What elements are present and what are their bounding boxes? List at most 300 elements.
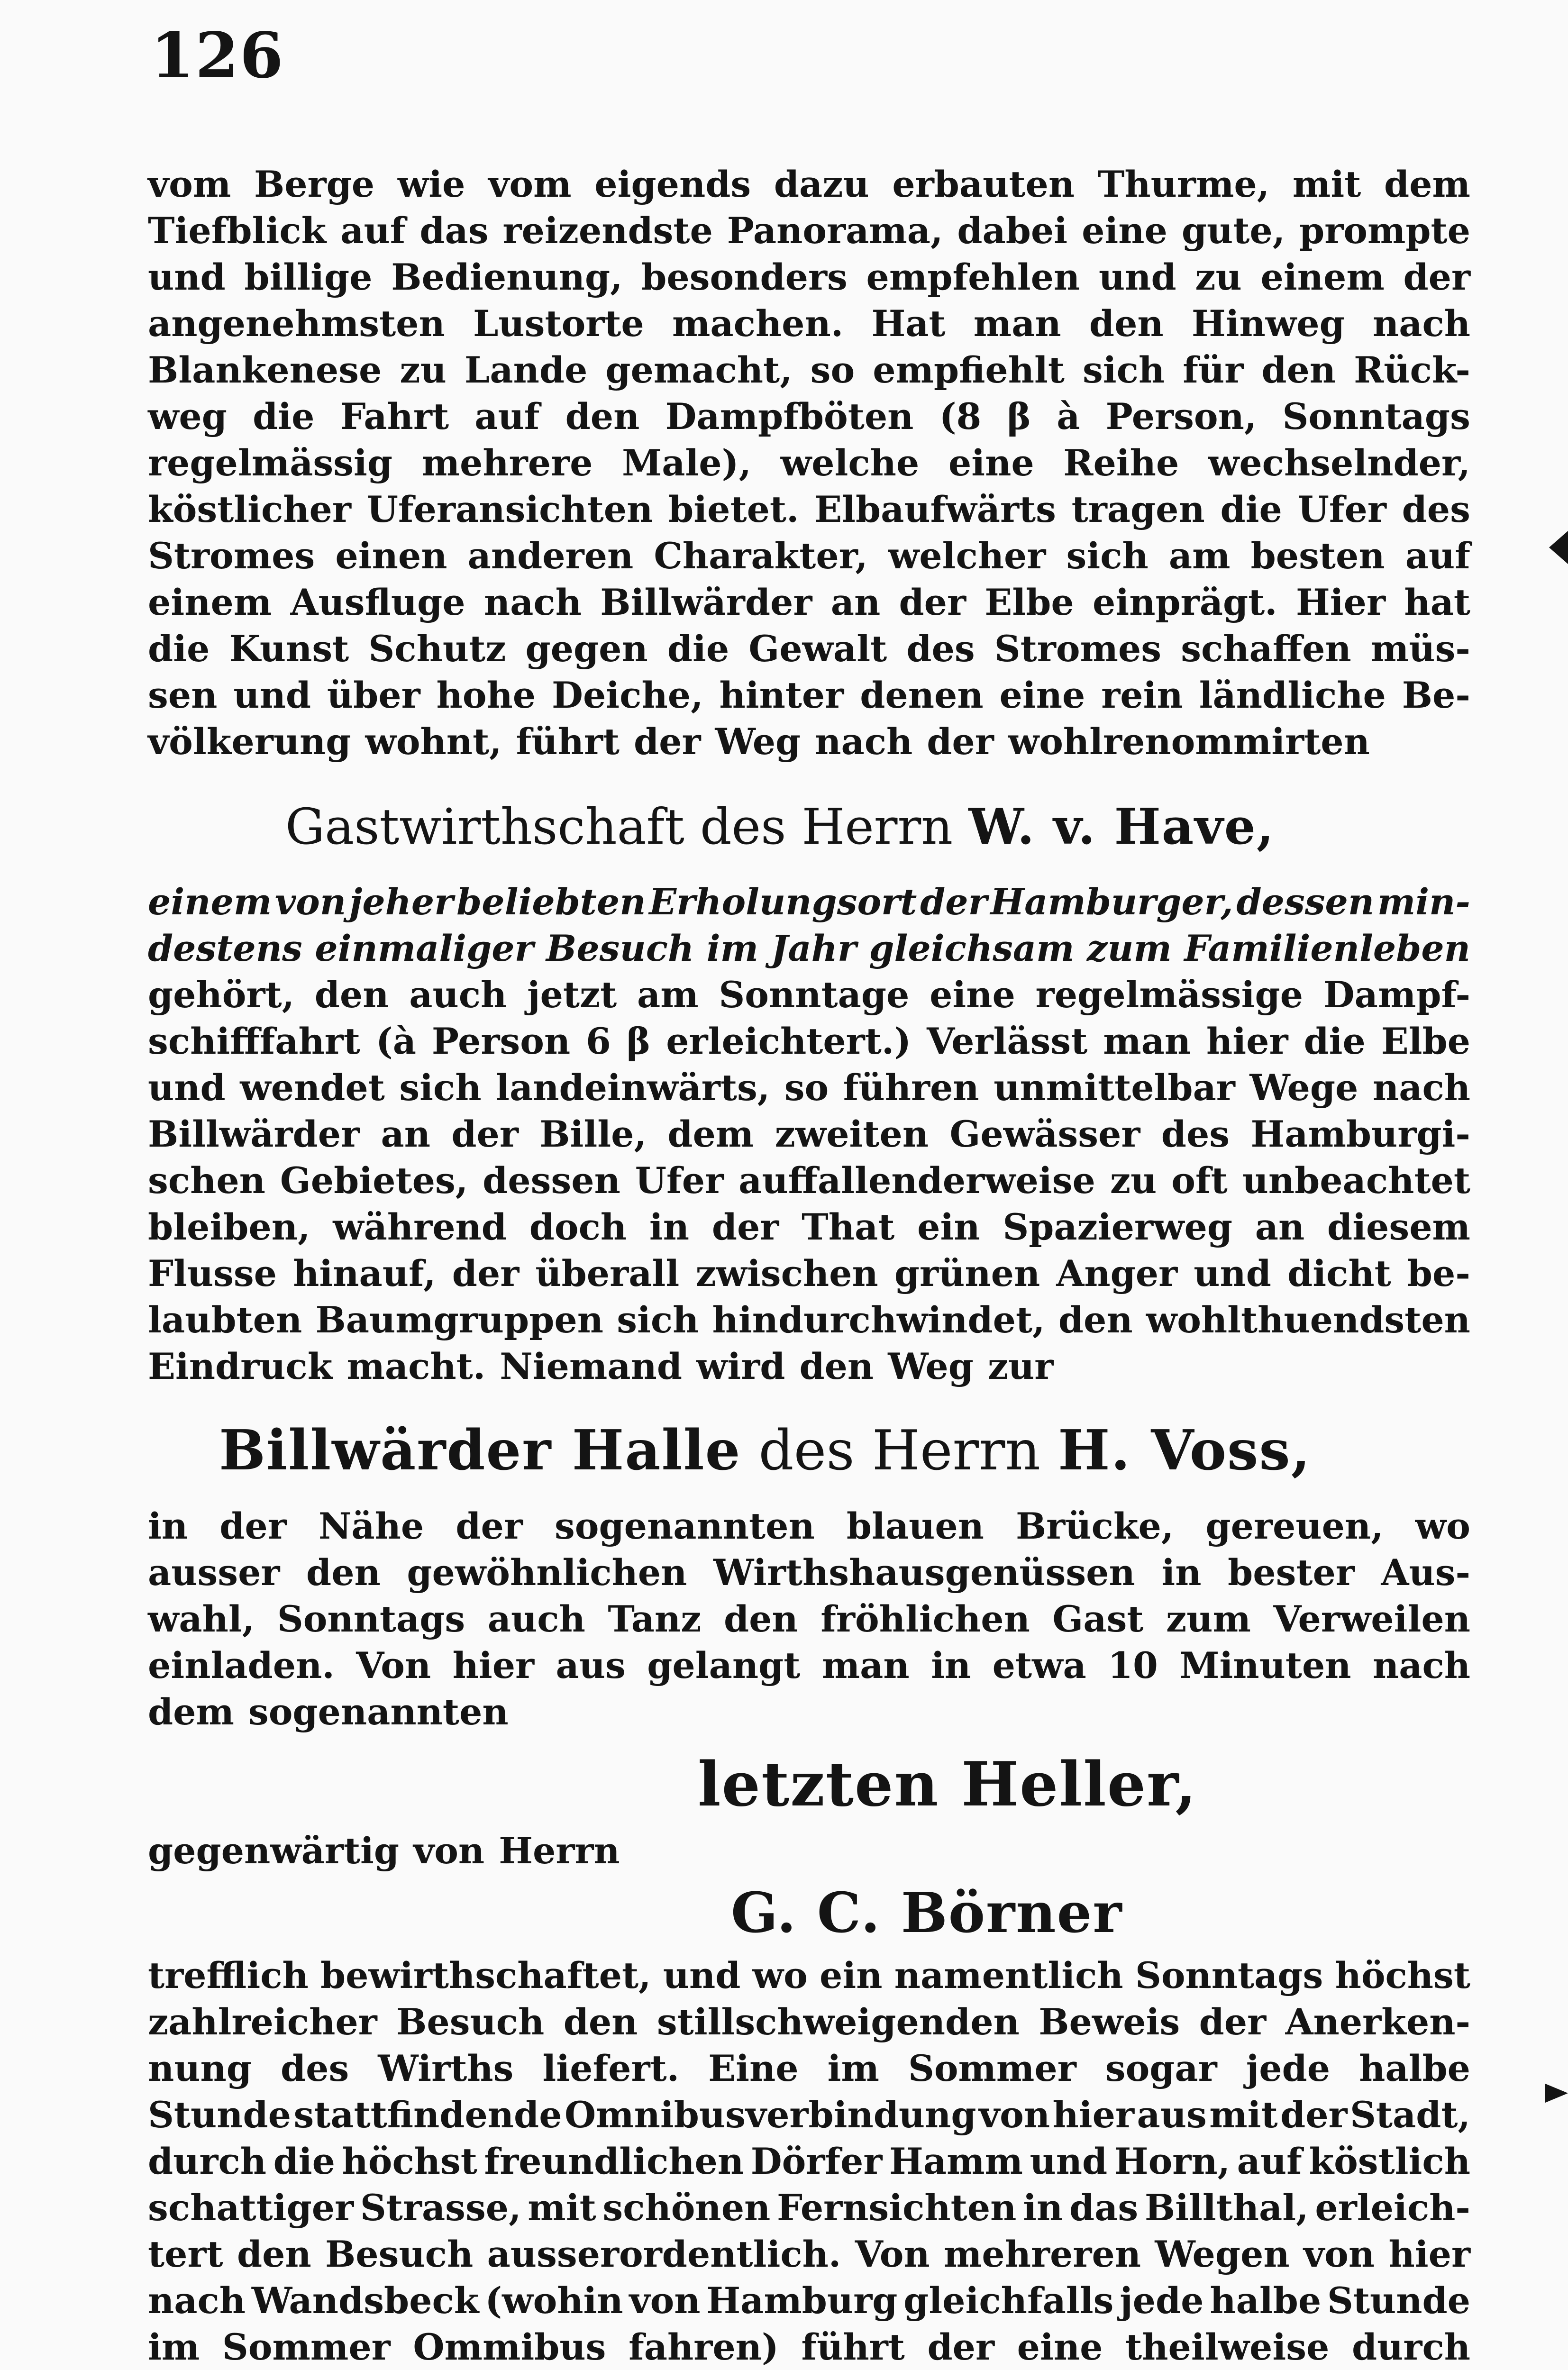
text-line <box>148 672 1470 719</box>
word: Dörfer <box>750 2140 883 2182</box>
word: sich <box>399 1066 482 1109</box>
word: am <box>637 974 699 1016</box>
word: der <box>219 1505 287 1547</box>
word: nach <box>815 720 913 763</box>
word: den <box>799 1345 874 1387</box>
word: Wegen <box>1155 2233 1290 2275</box>
word: machen. <box>672 302 844 345</box>
word: führt <box>516 720 620 763</box>
word: gute, <box>1181 210 1285 252</box>
word: jeher <box>349 881 454 923</box>
word: besonders <box>641 256 848 298</box>
word: schen <box>148 1159 265 1202</box>
word: tert <box>148 2233 223 2275</box>
word: regelmässige <box>1035 974 1304 1016</box>
word: Eindruck <box>148 1345 333 1387</box>
word: rein <box>1101 674 1183 716</box>
word: Strasse, <box>360 2187 521 2229</box>
word: man <box>973 302 1061 345</box>
word: jetzt <box>527 974 617 1016</box>
word: Jahr <box>771 927 857 969</box>
word: anderen <box>467 535 634 577</box>
word: Baumgruppen <box>315 1299 603 1341</box>
word: gehört, <box>148 974 295 1016</box>
heading-part: H. Voss, <box>1057 1418 1312 1483</box>
word: Anger <box>1056 1252 1178 1294</box>
word: an <box>830 581 881 623</box>
word: den <box>723 1598 798 1640</box>
word: zu <box>1110 1159 1157 1202</box>
heading-part: G. C. Börner <box>731 1881 1123 1945</box>
section-heading <box>148 1390 1470 1503</box>
word: ländliche <box>1199 674 1386 716</box>
word: Person <box>431 1020 571 1062</box>
word: den <box>1261 349 1336 391</box>
text-line <box>148 1642 1470 1689</box>
word: in <box>1023 2187 1063 2229</box>
word: und <box>1098 256 1176 298</box>
word: auf <box>1237 2140 1302 2182</box>
word: Nähe <box>318 1505 424 1547</box>
word: Gast <box>1052 1598 1144 1640</box>
word: Be- <box>1402 674 1470 716</box>
word: sogenannten <box>248 1691 509 1733</box>
word: Person, <box>1105 395 1257 438</box>
word: der <box>711 1206 779 1248</box>
word: einprägt. <box>1093 581 1277 623</box>
word: gleichfalls <box>903 2279 1114 2322</box>
word: Fahrt <box>340 395 449 438</box>
word: sogar <box>1105 2047 1217 2089</box>
word: dem <box>148 1691 234 1733</box>
word: Wege <box>1249 1066 1358 1109</box>
word: nach <box>483 581 582 623</box>
word: von <box>413 1830 485 1872</box>
word: gegen <box>525 628 648 670</box>
word: erleichtert.) <box>666 1020 912 1062</box>
word: Sonntags <box>277 1598 465 1640</box>
word: hier <box>1206 1020 1288 1062</box>
word: eine <box>948 442 1034 484</box>
word: der <box>1280 2094 1348 2136</box>
word: blauen <box>846 1505 984 1547</box>
word: Aus- <box>1381 1551 1470 1594</box>
word: von <box>978 2094 1050 2136</box>
word: dem <box>667 1113 754 1155</box>
text-line <box>148 1999 1470 2045</box>
word: einem <box>1260 256 1385 298</box>
word: des <box>280 2047 349 2089</box>
word: der <box>456 1505 523 1547</box>
word: und <box>148 1066 226 1109</box>
word: zweiten <box>775 1113 929 1155</box>
word: Elbe <box>1381 1020 1470 1062</box>
word: doch <box>529 1206 627 1248</box>
word: Reihe <box>1063 442 1179 484</box>
word: nach <box>1372 1644 1470 1686</box>
word: einem <box>148 881 272 923</box>
word: den <box>314 974 389 1016</box>
word: zur <box>987 1345 1054 1387</box>
word: des <box>1402 488 1470 530</box>
word: völkerung <box>148 720 351 763</box>
text-line <box>148 1550 1470 1596</box>
word: Horn, <box>1114 2140 1231 2182</box>
word: dabei <box>957 210 1068 252</box>
word: Hamm <box>889 2140 1023 2182</box>
word: Wirthshausgenüssen <box>713 1551 1135 1594</box>
word: Sonntags <box>1282 395 1470 438</box>
word: diesem <box>1327 1206 1470 1248</box>
word: und <box>1194 1252 1271 1294</box>
word: bleiben, <box>148 1206 310 1248</box>
word: oft <box>1171 1159 1228 1202</box>
word: Ausfluge <box>290 581 465 623</box>
word: nach <box>1372 1066 1470 1109</box>
word: Eine <box>708 2047 799 2089</box>
word: müs- <box>1370 628 1470 670</box>
word: etwa <box>992 1644 1086 1686</box>
word: Familienleben <box>1184 927 1470 969</box>
word: nung <box>148 2047 252 2089</box>
word: hier <box>1388 2233 1470 2275</box>
word: köstlich <box>1309 2140 1470 2182</box>
word: Hamburger, <box>990 881 1233 923</box>
word: die <box>1304 1020 1366 1062</box>
word: prompte <box>1299 210 1470 252</box>
text-line <box>148 301 1470 347</box>
word: die <box>667 628 729 670</box>
word: an <box>1255 1206 1305 1248</box>
word: hat <box>1404 581 1470 623</box>
word: sich <box>1083 349 1165 391</box>
word: Besuch <box>325 2233 474 2275</box>
word: Weg <box>715 720 801 763</box>
word: Besuch <box>546 927 694 969</box>
word: auf <box>474 395 540 438</box>
word: zum <box>1087 927 1172 969</box>
word: Verlässt <box>927 1020 1088 1062</box>
word: den <box>237 2233 311 2275</box>
word: ein <box>820 1954 883 1996</box>
text-line <box>148 440 1470 486</box>
word: aus <box>1137 2094 1207 2136</box>
word: und <box>1030 2140 1108 2182</box>
word: β <box>1007 395 1031 438</box>
word: unmittelbar <box>994 1066 1235 1109</box>
word: Dampf- <box>1323 974 1470 1016</box>
word: landeinwärts, <box>496 1066 770 1109</box>
text-line <box>148 2324 1470 2370</box>
word: mehreren <box>943 2233 1141 2275</box>
word: Ufer <box>635 1159 724 1202</box>
section-heading <box>148 765 1470 879</box>
word: gegenwärtig <box>148 1830 400 1872</box>
text-line <box>148 2278 1470 2324</box>
word: in <box>1161 1551 1202 1594</box>
word: höchst <box>1335 1954 1470 1996</box>
word: im <box>827 2047 879 2089</box>
word: zu <box>400 349 447 391</box>
word: theilweise <box>1125 2326 1330 2368</box>
word: hohe <box>436 674 536 716</box>
text-line <box>148 1250 1470 1297</box>
word: wahl, <box>148 1598 255 1640</box>
word: unbeachtet <box>1242 1159 1470 1202</box>
word: das <box>1069 2187 1139 2229</box>
word: in <box>148 1505 188 1547</box>
word: Panorama, <box>727 210 943 252</box>
word: Stromes <box>994 628 1162 670</box>
word: den <box>1089 302 1164 345</box>
word: der <box>927 2326 995 2368</box>
word: der <box>927 720 994 763</box>
word: Hat <box>871 302 946 345</box>
text-line <box>148 972 1470 1018</box>
word: wie <box>397 163 465 205</box>
word: Gewässer <box>949 1113 1140 1155</box>
word: Stadt, <box>1350 2094 1470 2136</box>
word: welche <box>780 442 920 484</box>
word: Sonntags <box>1135 1954 1323 1996</box>
word: so <box>810 349 855 391</box>
word: so <box>784 1066 829 1109</box>
word: das <box>419 210 489 252</box>
word: während <box>333 1206 507 1248</box>
word: dessen <box>483 1159 620 1202</box>
word: wo <box>1415 1505 1470 1547</box>
word: in <box>649 1206 690 1248</box>
word: den <box>565 395 640 438</box>
word: dazu <box>774 163 869 205</box>
word: wo <box>752 1954 808 1996</box>
word: reizendste <box>502 210 713 252</box>
word: erbauten <box>892 163 1075 205</box>
word: hindurchwindet, <box>712 1299 1045 1341</box>
word: Anerken- <box>1285 2001 1470 2043</box>
text-line <box>148 1596 1470 1642</box>
word: Stromes <box>148 535 315 577</box>
word: wohlthuendsten <box>1146 1299 1470 1341</box>
word: fröhlichen <box>820 1598 1030 1640</box>
word: vom <box>488 163 572 205</box>
word: den <box>563 2001 638 2043</box>
word: empfehlen <box>866 256 1080 298</box>
word: stattfindende <box>293 2094 562 2136</box>
word: beliebten <box>456 881 646 923</box>
text-line <box>148 719 1470 765</box>
word: die <box>273 2140 335 2182</box>
word: wird <box>696 1345 785 1387</box>
word: sich <box>1066 535 1149 577</box>
text-line <box>148 1111 1470 1158</box>
text-line <box>148 626 1470 672</box>
word: einen <box>335 535 447 577</box>
word: Ommibus <box>413 2326 606 2368</box>
word: hier <box>1052 2094 1135 2136</box>
word: ein <box>917 1206 980 1248</box>
margin-mark-right <box>1549 531 1568 564</box>
word: einem <box>148 581 272 623</box>
section-heading <box>148 1735 1470 1828</box>
word: halbe <box>1210 2279 1322 2322</box>
word: denen <box>860 674 984 716</box>
word: Verweilen <box>1273 1598 1470 1640</box>
word: zum <box>1166 1598 1251 1640</box>
word: Spazierweg <box>1003 1206 1232 1248</box>
word: von <box>1304 2233 1375 2275</box>
word: nach <box>1372 302 1470 345</box>
text-line <box>148 2092 1470 2138</box>
word: wohnt, <box>365 720 502 763</box>
text-line <box>148 208 1470 254</box>
word: Lande <box>464 349 588 391</box>
word: billige <box>244 256 373 298</box>
word: Schutz <box>368 628 506 670</box>
word: über <box>327 674 420 716</box>
word: mit <box>1292 163 1361 205</box>
text-line <box>148 2138 1470 2185</box>
word: Hamburg <box>706 2279 898 2322</box>
word: schönen <box>602 2187 771 2229</box>
word: wechselnder, <box>1208 442 1470 484</box>
word: Tanz <box>608 1598 702 1640</box>
word: tragen <box>1071 488 1205 530</box>
word: 10 <box>1108 1644 1158 1686</box>
page-text <box>148 161 1470 2370</box>
word: Brücke, <box>1016 1505 1174 1547</box>
word: Stunde <box>148 2094 291 2136</box>
word: am <box>1168 535 1231 577</box>
word: der <box>1403 256 1470 298</box>
text-line <box>148 254 1470 301</box>
word: Gewalt <box>748 628 887 670</box>
word: regelmässig <box>148 442 393 484</box>
word: Erholungsort <box>649 881 917 923</box>
margin-mark-right-lower <box>1545 2084 1568 2103</box>
word: von <box>274 881 346 923</box>
word: jede <box>1246 2047 1331 2089</box>
word: mit <box>1209 2094 1278 2136</box>
word: Charakter, <box>654 535 868 577</box>
word: Elbe <box>985 581 1074 623</box>
word: eine <box>1082 210 1167 252</box>
text-line <box>148 579 1470 626</box>
word: Herrn <box>499 1830 620 1872</box>
word: den <box>306 1551 381 1594</box>
word: dessen <box>1236 881 1375 923</box>
word: der <box>1199 2001 1267 2043</box>
word: Ufer <box>1297 488 1386 530</box>
text-line <box>148 1828 1470 1874</box>
word: schattiger <box>148 2187 354 2229</box>
word: ausser <box>148 1551 280 1594</box>
word: Sommer <box>222 2326 391 2368</box>
word: Kunst <box>229 628 349 670</box>
word: Von <box>356 1644 431 1686</box>
word: gereuen, <box>1205 1505 1384 1547</box>
word: Sommer <box>908 2047 1076 2089</box>
word: auch <box>487 1598 585 1640</box>
word: überall <box>535 1252 680 1294</box>
word: durch <box>1352 2326 1470 2368</box>
word: der <box>634 720 701 763</box>
word: für <box>1183 349 1244 391</box>
word: liefert. <box>542 2047 680 2089</box>
word: Niemand <box>500 1345 682 1387</box>
word: schifffahrt <box>148 1020 360 1062</box>
word: Uferansichten <box>366 488 653 530</box>
text-line <box>148 393 1470 440</box>
word: Berge <box>254 163 375 205</box>
text-line <box>148 1689 1470 1735</box>
word: halbe <box>1359 2047 1470 2089</box>
word: die <box>253 395 315 438</box>
word: gemacht, <box>605 349 793 391</box>
word: destens <box>148 927 302 969</box>
word: nach <box>148 2279 246 2322</box>
word: führen <box>843 1066 979 1109</box>
word: im <box>148 2326 200 2368</box>
word: sogenannten <box>555 1505 815 1547</box>
word: auffallenderweise <box>738 1159 1095 1202</box>
word: Stunde <box>1327 2279 1470 2322</box>
text-line <box>148 1158 1470 1204</box>
word: Billwärder <box>148 1113 360 1155</box>
word: Sonntage <box>719 974 910 1016</box>
word: Bedienung, <box>391 256 623 298</box>
word: eine <box>999 674 1085 716</box>
text-line <box>148 1503 1470 1550</box>
word: Elbaufwärts <box>814 488 1056 530</box>
word: den <box>1058 1299 1133 1341</box>
word: Hinweg <box>1191 302 1345 345</box>
word: Male), <box>622 442 752 484</box>
word: und <box>233 674 311 716</box>
word: be- <box>1407 1252 1470 1294</box>
text-line <box>148 1952 1470 1999</box>
word: stillschweigenden <box>656 2001 1020 2043</box>
text-line <box>148 161 1470 208</box>
page-number: 126 <box>151 19 284 92</box>
word: Thurme, <box>1097 163 1270 205</box>
word: erleich- <box>1315 2187 1470 2229</box>
word: der <box>920 881 987 923</box>
word: macht. <box>346 1345 486 1387</box>
word: wohlrenommirten <box>1008 720 1370 763</box>
word: dem <box>1384 163 1470 205</box>
word: trefflich <box>148 1954 309 1996</box>
word: Wirths <box>378 2047 514 2089</box>
word: auf <box>1405 535 1470 577</box>
word: gleichsam <box>869 927 1075 969</box>
word: Weg <box>888 1345 974 1387</box>
word: Fernsichten <box>777 2187 1017 2229</box>
word: Blankenese <box>148 349 382 391</box>
word: Von <box>855 2233 930 2275</box>
word: eine <box>930 974 1015 1016</box>
word: gelangt <box>647 1644 801 1686</box>
section-heading <box>148 1874 1470 1952</box>
word: Besuch <box>396 2001 545 2043</box>
text-line <box>148 2045 1470 2092</box>
word: That <box>802 1206 895 1248</box>
word: Flusse <box>148 1252 277 1294</box>
heading-part: Billwärder Halle <box>219 1418 741 1483</box>
word: von <box>629 2279 701 2322</box>
word: Beweis <box>1039 2001 1180 2043</box>
word: besten <box>1250 535 1385 577</box>
